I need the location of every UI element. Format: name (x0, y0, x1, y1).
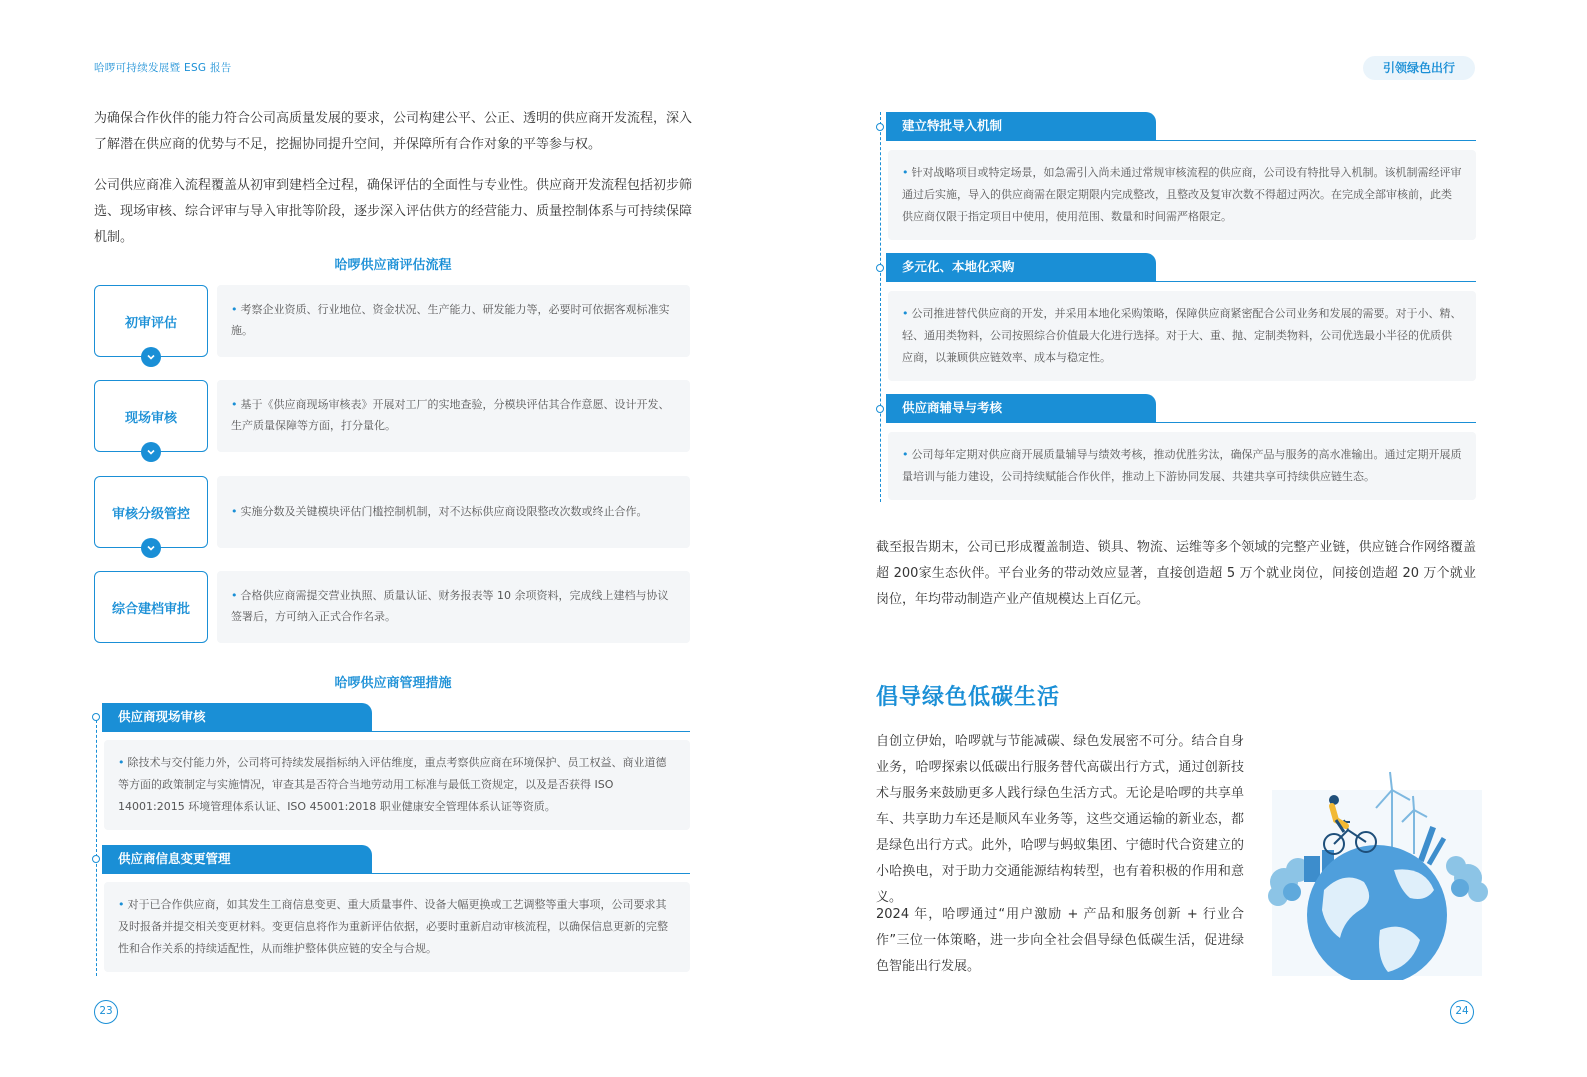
card-header (886, 394, 1156, 422)
bullet-dot: • (231, 303, 238, 316)
step-label: 初审评估 (124, 315, 177, 331)
card-title: 建立特批导入机制 (902, 118, 1003, 133)
card-header (102, 845, 372, 873)
timeline-dot (92, 713, 100, 721)
section-heading: 倡导绿色低碳生活 (876, 685, 1061, 710)
bullet-dot: • (231, 505, 238, 518)
card-rule (886, 281, 1476, 282)
page-number: 24 (1450, 1000, 1474, 1024)
report-title: 哈啰可持续发展暨 ESG 报告 (94, 62, 232, 74)
green-paragraph-2: 2024 年，哈啰通过“用户激励 + 产品和服务创新 + 行业合作”三位一体策略，进一步向全社会倡导绿色低碳生活，促进绿色智能出行发展。 (876, 907, 1244, 974)
card-header (886, 253, 1156, 281)
card-title: 供应商现场审核 (118, 709, 206, 724)
card-text: 除技术与交付能力外，公司将可持续发展指标纳入评估维度，重点考察供应商在环境保护、员工权益、商业道德等方面的政策制定与实施情况，审查其是否符合当地劳动用工标准与最低工资规定，以及是否获得 ISO 14001:2015 环境管理体系认证、ISO 45001:2018 职业健康安全管理体系认证等资质。 (118, 756, 667, 813)
step-label: 审核分级管控 (111, 506, 190, 522)
section-tag: 引领绿色出行 (1363, 56, 1475, 80)
bullet-dot: • (902, 307, 909, 320)
green-paragraph-1: 自创立伊始，哈啰就与节能减碳、绿色发展密不可分。结合自身业务，哈啰探索以低碳出行服务替代高碳出行方式，通过创新技术与服务来鼓励更多人践行绿色生活方式。无论是哈啰的共享单车、共享助力车还是顺风车业务等，这些交通运输的新业态，都是绿色出行方式。此外，哈啰与蚂蚁集团、宁德时代合资建立的小哈换电，对于助力交通能源结构转型，也有着积极的作用和意义。 (876, 734, 1244, 905)
card-rule (886, 140, 1476, 141)
card-text: 针对战略项目或特定场景，如急需引入尚未通过常规审核流程的供应商，公司设有特批导入机制。该机制需经评审通过后实施，导入的供应商需在限定期限内完成整改，且整改及复审次数不得超过两次。在完成全部审核前，此类供应商仅限于指定项目中使用，使用范围、数量和时间需严格限定。 (902, 166, 1462, 223)
card-title: 供应商信息变更管理 (118, 851, 231, 866)
step-description (217, 380, 690, 452)
bullet-dot: • (231, 589, 238, 602)
step-desc-text: 实施分数及关键模块评估门槛控制机制，对不达标供应商设限整改次数或终止合作。 (240, 505, 648, 518)
step-label: 现场审核 (124, 410, 177, 426)
timeline-dot (876, 123, 884, 131)
card-rule (886, 422, 1476, 423)
supply-chain-paragraph: 截至报告期末，公司已形成覆盖制造、锁具、物流、运维等多个领域的完整产业链，供应链合作网络覆盖超 200家生态伙伴。平台业务的带动效应显著，直接创造超 5 万个就业岗位，间接创造超 20 万个就业岗位，年均带动制造产业产值规模达上百亿元。 (876, 540, 1476, 607)
card-text: 公司每年定期对供应商开展质量辅导与绩效考核，推动优胜劣汰，确保产品与服务的高水准输出。通过定期开展质量培训与能力建设，公司持续赋能合作伙伴，推动上下游协同发展、共建共享可持续供应链生态。 (902, 448, 1462, 483)
timeline-dot (876, 264, 884, 272)
chevron-down-icon (141, 442, 161, 462)
card-header (102, 703, 372, 731)
intro-paragraph-2: 公司供应商准入流程覆盖从初审到建档全过程，确保评估的全面性与专业性。供应商开发流程包括初步筛选、现场审核、综合评审与导入审批等阶段，逐步深入评估供方的经营能力、质量控制体系与可持续保障机制。 (94, 178, 693, 245)
card-title: 多元化、本地化采购 (902, 259, 1015, 274)
intro-paragraph-1: 为确保合作伙伴的能力符合公司高质量发展的要求，公司构建公平、公正、透明的供应商开发流程，深入了解潜在供应商的优势与不足，挖掘协同提升空间，并保障所有合作对象的平等参与权。 (94, 111, 693, 152)
chevron-down-icon (141, 538, 161, 558)
step-description (217, 476, 690, 548)
step-box-4 (94, 571, 208, 643)
card-body (104, 882, 690, 972)
card-text: 公司推进替代供应商的开发，并采用本地化采购策略，保障供应商紧密配合公司业务和发展的需要。对于小、精、轻、通用类物料，公司按照综合价值最大化进行选择。对于大、重、抛、定制类物料，公司优选最小半径的优质供应商，以兼顾供应链效率、成本与稳定性。 (902, 307, 1462, 364)
bullet-dot: • (118, 756, 125, 769)
step-description (217, 571, 690, 643)
card-header (886, 112, 1156, 140)
card-body (888, 291, 1476, 381)
page-number: 23 (94, 1000, 118, 1024)
bullet-dot: • (118, 898, 125, 911)
timeline-line (880, 112, 881, 502)
step-desc-text: 考察企业资质、行业地位、资金状况、生产能力、研发能力等，必要时可依据客观标准实施。 (231, 303, 670, 337)
chevron-down-icon (141, 347, 161, 367)
step-desc-text: 基于《供应商现场审核表》开展对工厂的实地查验，分模块评估其合作意愿、设计开发、生产质量保障等方面，打分量化。 (231, 398, 670, 432)
flow-title: 哈啰供应商评估流程 (334, 258, 452, 273)
step-desc-text: 合格供应商需提交营业执照、质量认证、财务报表等 10 余项资料，完成线上建档与协议签署后，方可纳入正式合作名录。 (231, 589, 669, 623)
card-rule (102, 731, 690, 732)
timeline-dot (92, 855, 100, 863)
globe-illustration (1264, 770, 1490, 980)
card-rule (102, 873, 690, 874)
card-body (104, 740, 690, 830)
timeline-line (96, 720, 97, 976)
step-description (217, 285, 690, 357)
card-text: 对于已合作供应商，如其发生工商信息变更、重大质量事件、设备大幅更换或工艺调整等重大事项，公司要求其及时报备并提交相关变更材料。变更信息将作为重新评估依据，必要时重新启动审核流程，以确保信息更新的完整性和合作关系的持续适配性，从而维护整体供应链的安全与合规。 (118, 898, 668, 955)
card-body (888, 432, 1476, 500)
step-label: 综合建档审批 (111, 601, 190, 617)
bullet-dot: • (902, 448, 909, 461)
timeline-dot (876, 405, 884, 413)
measures-title: 哈啰供应商管理措施 (334, 676, 452, 691)
bullet-dot: • (902, 166, 909, 179)
card-title: 供应商辅导与考核 (902, 400, 1003, 415)
bullet-dot: • (231, 398, 238, 411)
card-body (888, 150, 1476, 240)
